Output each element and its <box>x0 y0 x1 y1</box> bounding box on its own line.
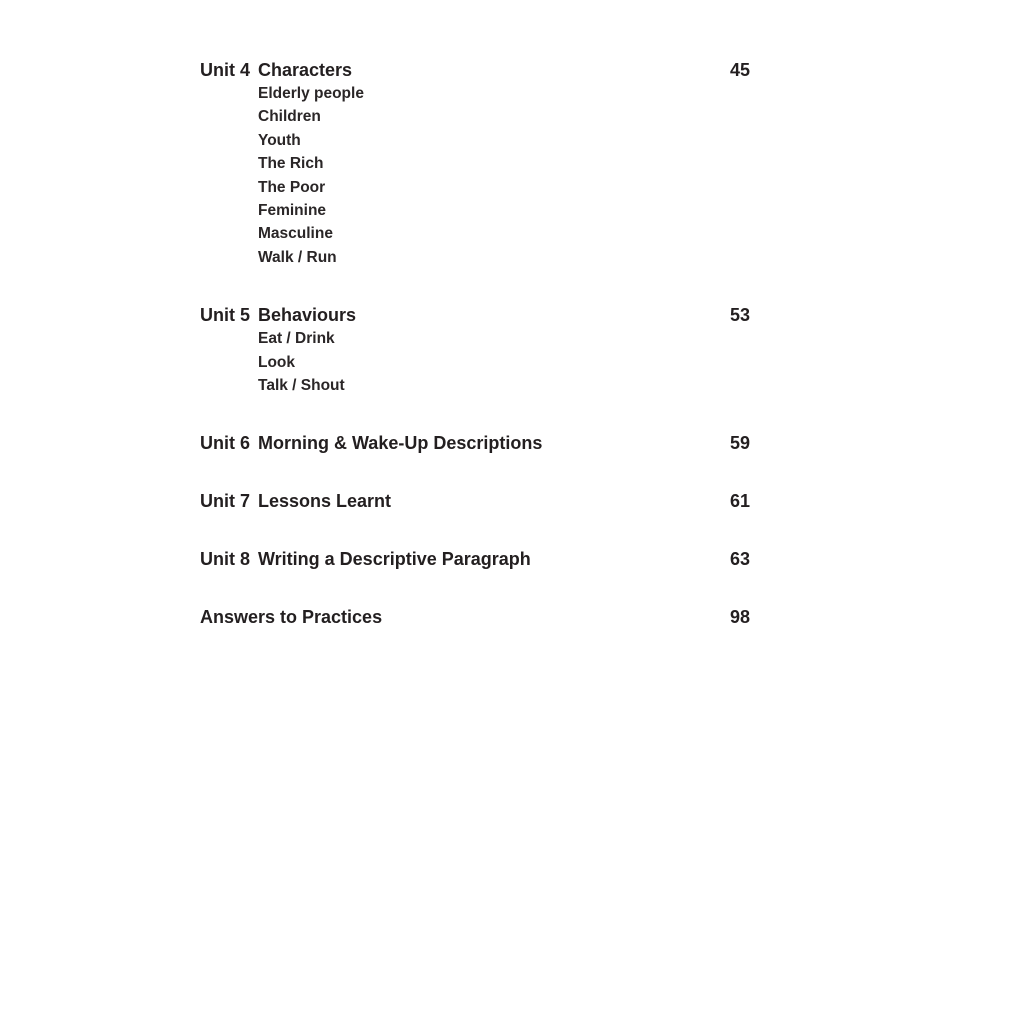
entry-title: Writing a Descriptive Paragraph <box>258 549 531 570</box>
spacer <box>200 397 752 431</box>
toc-entry-unit-8 <box>200 547 752 571</box>
unit-label: Unit 5 <box>200 305 251 326</box>
spacer <box>200 269 752 303</box>
unit-label: Unit 7 <box>200 491 251 512</box>
subtopic-item[interactable]: Talk / Shout <box>258 376 345 394</box>
subtopic-item[interactable]: Feminine <box>258 201 327 219</box>
toc-entry-heading[interactable] <box>200 547 752 571</box>
entry-title: Morning & Wake-Up Descriptions <box>258 433 543 454</box>
page-number: 61 <box>729 491 750 512</box>
subtopic-item[interactable]: Eat / Drink <box>258 330 335 348</box>
unit-label: Unit 4 <box>200 60 251 80</box>
toc-entry-unit-4 <box>200 58 752 269</box>
entry-title: Characters <box>258 60 353 80</box>
spacer <box>200 571 752 605</box>
subtopic-item[interactable]: Look <box>258 353 296 371</box>
unit-label: Unit 6 <box>200 433 251 454</box>
subtopic-list <box>200 82 752 269</box>
subtopic-item[interactable]: Walk / Run <box>258 248 337 266</box>
page-number: 59 <box>729 433 750 454</box>
toc-entry-heading[interactable] <box>200 303 752 327</box>
toc-entry-heading[interactable] <box>200 489 752 513</box>
toc-entry-unit-6 <box>200 431 752 455</box>
subtopic-item[interactable]: The Rich <box>258 155 324 173</box>
subtopic-item[interactable]: Children <box>258 108 321 126</box>
toc-entry-answers <box>200 605 752 629</box>
entry-title: Lessons Learnt <box>258 491 392 512</box>
page-number: 45 <box>729 60 750 80</box>
page-number: 53 <box>729 305 750 326</box>
entry-title: Behaviours <box>258 305 357 326</box>
toc-entry-unit-5 <box>200 303 752 397</box>
spacer <box>200 513 752 547</box>
subtopic-item[interactable]: Youth <box>258 131 301 149</box>
toc-entry-heading[interactable] <box>200 605 752 629</box>
subtopic-list <box>200 327 752 397</box>
toc-entry-unit-7 <box>200 489 752 513</box>
page-number: 63 <box>729 549 750 570</box>
toc-entry-heading[interactable] <box>200 58 752 82</box>
subtopic-item[interactable]: The Poor <box>258 178 326 196</box>
toc-entry-heading[interactable] <box>200 431 752 455</box>
subtopic-item[interactable]: Masculine <box>258 225 333 243</box>
subtopic-item[interactable]: Elderly people <box>258 85 364 102</box>
entry-title: Answers to Practices <box>200 607 383 628</box>
spacer <box>200 455 752 489</box>
table-of-contents <box>200 58 752 629</box>
page-number: 98 <box>729 607 750 628</box>
unit-label: Unit 8 <box>200 549 251 570</box>
